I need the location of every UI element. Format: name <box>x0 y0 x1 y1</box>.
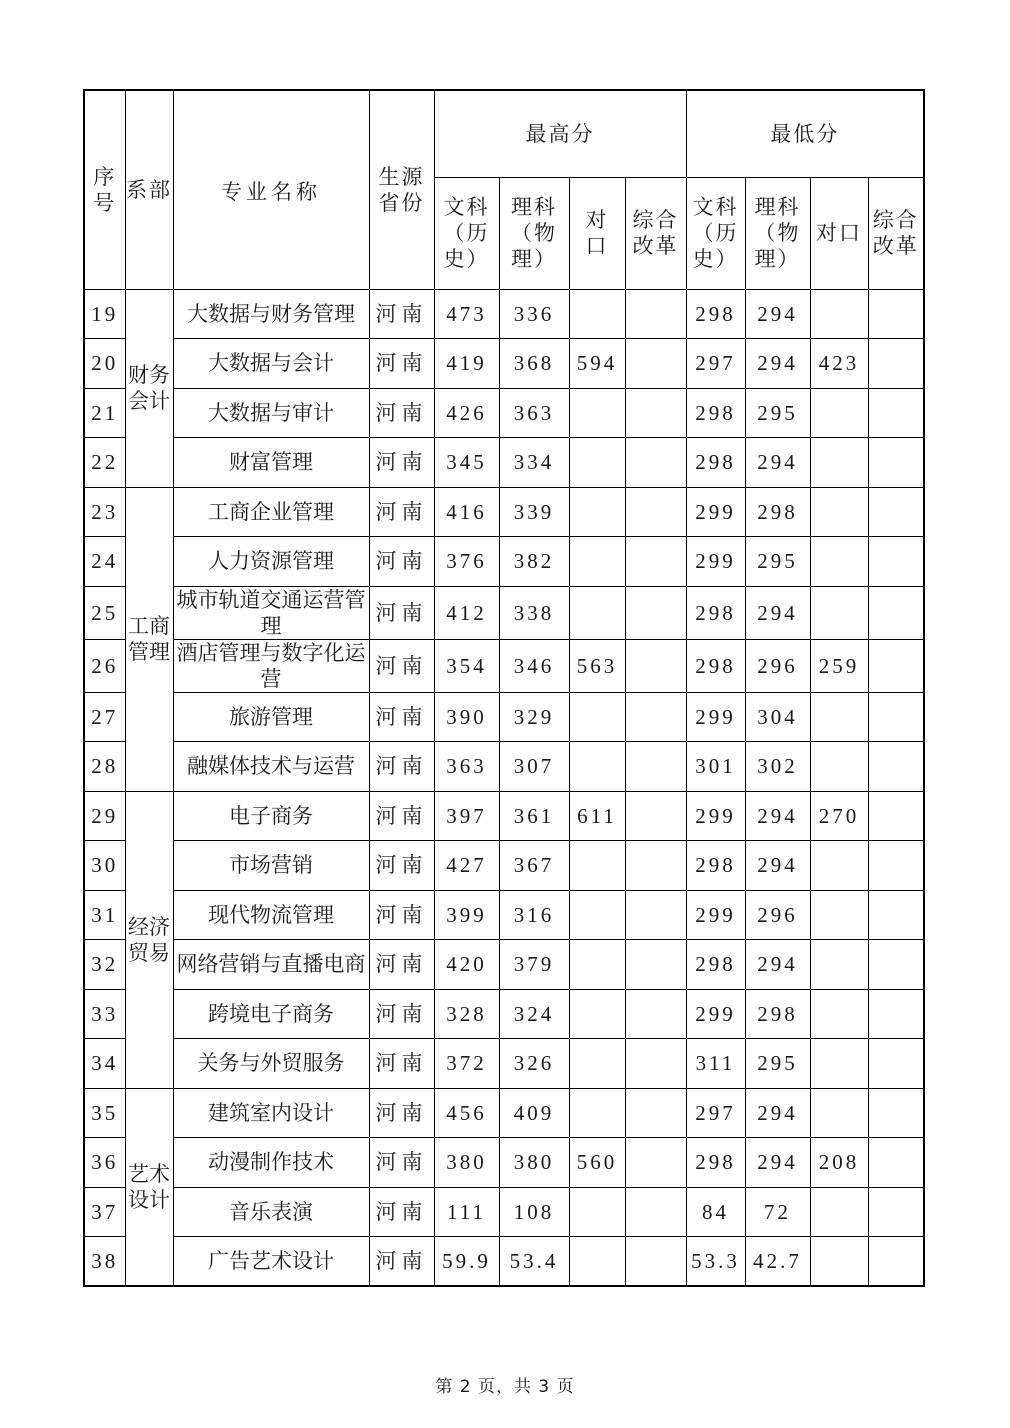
header-min-wenke: 文科（历史） <box>686 177 745 289</box>
major-name: 大数据与财务管理 <box>173 289 369 339</box>
header-max-zonghe: 综合改革 <box>625 177 686 289</box>
major-name: 现代物流管理 <box>173 890 369 940</box>
major-name: 财富管理 <box>173 438 369 488</box>
score-max-zonghe <box>625 1138 686 1188</box>
row-seq: 37 <box>84 1187 125 1237</box>
row-seq: 32 <box>84 940 125 990</box>
score-min-wenke: 299 <box>686 487 745 537</box>
score-max-wenke: 420 <box>434 940 499 990</box>
score-max-wenke: 427 <box>434 841 499 891</box>
score-min-zonghe <box>868 1088 924 1138</box>
score-max-wenke: 399 <box>434 890 499 940</box>
score-max-zonghe <box>625 586 686 639</box>
table-row <box>84 289 924 339</box>
score-min-zonghe <box>868 537 924 587</box>
score-min-like: 296 <box>745 890 810 940</box>
score-max-duikou <box>569 1237 625 1287</box>
score-max-duikou <box>569 841 625 891</box>
table-row <box>84 487 924 537</box>
score-max-wenke: 372 <box>434 1039 499 1089</box>
score-max-zonghe <box>625 438 686 488</box>
score-max-zonghe <box>625 692 686 742</box>
header-major: 专业名称 <box>173 90 369 289</box>
major-name: 音乐表演 <box>173 1187 369 1237</box>
score-min-zonghe <box>868 639 924 692</box>
score-min-zonghe <box>868 1039 924 1089</box>
score-max-like: 409 <box>499 1088 569 1138</box>
score-max-wenke: 380 <box>434 1138 499 1188</box>
row-seq: 29 <box>84 791 125 841</box>
score-min-wenke: 53.3 <box>686 1237 745 1287</box>
score-max-zonghe <box>625 791 686 841</box>
score-max-duikou <box>569 1039 625 1089</box>
score-min-wenke: 298 <box>686 940 745 990</box>
score-min-wenke: 301 <box>686 742 745 792</box>
table-row <box>84 841 924 891</box>
table-row <box>84 388 924 438</box>
score-min-zonghe <box>868 388 924 438</box>
score-min-like: 72 <box>745 1187 810 1237</box>
score-min-like: 304 <box>745 692 810 742</box>
major-name: 酒店管理与数字化运营 <box>173 639 369 692</box>
table-row <box>84 791 924 841</box>
score-max-wenke: 390 <box>434 692 499 742</box>
score-max-like: 338 <box>499 586 569 639</box>
table-row <box>84 742 924 792</box>
score-min-duikou <box>810 989 868 1039</box>
score-max-duikou <box>569 289 625 339</box>
score-max-like: 339 <box>499 487 569 537</box>
score-min-duikou <box>810 1187 868 1237</box>
score-max-like: 329 <box>499 692 569 742</box>
score-max-wenke: 456 <box>434 1088 499 1138</box>
score-min-wenke: 298 <box>686 586 745 639</box>
row-seq: 21 <box>84 388 125 438</box>
score-min-zonghe <box>868 791 924 841</box>
score-min-zonghe <box>868 438 924 488</box>
department-cell: 财务会计 <box>125 289 173 487</box>
score-max-duikou <box>569 537 625 587</box>
score-min-wenke: 299 <box>686 890 745 940</box>
score-min-wenke: 299 <box>686 791 745 841</box>
score-min-like: 302 <box>745 742 810 792</box>
score-max-like: 368 <box>499 339 569 389</box>
department-cell: 经济贸易 <box>125 791 173 1088</box>
department-cell: 工商管理 <box>125 487 173 791</box>
score-max-like: 334 <box>499 438 569 488</box>
score-min-like: 294 <box>745 586 810 639</box>
table-row <box>84 339 924 389</box>
score-min-wenke: 297 <box>686 339 745 389</box>
row-seq: 24 <box>84 537 125 587</box>
score-max-wenke: 328 <box>434 989 499 1039</box>
row-seq: 23 <box>84 487 125 537</box>
header-min-like: 理科（物理） <box>745 177 810 289</box>
table-row <box>84 890 924 940</box>
source-province: 河南 <box>369 791 434 841</box>
table-row <box>84 940 924 990</box>
row-seq: 31 <box>84 890 125 940</box>
score-min-like: 294 <box>745 841 810 891</box>
source-province: 河南 <box>369 940 434 990</box>
score-max-like: 382 <box>499 537 569 587</box>
score-max-like: 367 <box>499 841 569 891</box>
score-min-zonghe <box>868 1187 924 1237</box>
source-province: 河南 <box>369 692 434 742</box>
source-province: 河南 <box>369 841 434 891</box>
page-footer: 第 2 页，共 3 页 <box>435 1377 575 1397</box>
score-min-wenke: 298 <box>686 639 745 692</box>
score-min-wenke: 299 <box>686 537 745 587</box>
row-seq: 36 <box>84 1138 125 1188</box>
score-min-wenke: 298 <box>686 388 745 438</box>
score-min-like: 295 <box>745 1039 810 1089</box>
major-name: 网络营销与直播电商 <box>173 940 369 990</box>
header-max-like: 理科（物理） <box>499 177 569 289</box>
score-min-wenke: 84 <box>686 1187 745 1237</box>
score-min-duikou <box>810 388 868 438</box>
score-max-like: 336 <box>499 289 569 339</box>
score-max-zonghe <box>625 487 686 537</box>
score-max-zonghe <box>625 989 686 1039</box>
score-min-wenke: 298 <box>686 289 745 339</box>
score-min-like: 294 <box>745 1138 810 1188</box>
table-row <box>84 1088 924 1138</box>
major-name: 融媒体技术与运营 <box>173 742 369 792</box>
row-seq: 20 <box>84 339 125 389</box>
source-province: 河南 <box>369 890 434 940</box>
score-min-duikou <box>810 1237 868 1287</box>
score-max-zonghe <box>625 1088 686 1138</box>
row-seq: 22 <box>84 438 125 488</box>
score-max-wenke: 397 <box>434 791 499 841</box>
score-max-wenke: 59.9 <box>434 1237 499 1287</box>
row-seq: 35 <box>84 1088 125 1138</box>
score-max-zonghe <box>625 1187 686 1237</box>
score-max-wenke: 376 <box>434 537 499 587</box>
score-min-duikou <box>810 890 868 940</box>
score-max-wenke: 111 <box>434 1187 499 1237</box>
table-row <box>84 1237 924 1287</box>
score-min-duikou <box>810 742 868 792</box>
score-min-wenke: 311 <box>686 1039 745 1089</box>
table-row <box>84 438 924 488</box>
row-seq: 27 <box>84 692 125 742</box>
score-min-duikou <box>810 1088 868 1138</box>
score-max-like: 380 <box>499 1138 569 1188</box>
score-max-duikou: 611 <box>569 791 625 841</box>
table-row <box>84 586 924 639</box>
header-province: 生源省份 <box>369 90 434 289</box>
source-province: 河南 <box>369 639 434 692</box>
score-min-like: 298 <box>745 487 810 537</box>
header-dept: 系部 <box>125 90 173 289</box>
score-min-like: 42.7 <box>745 1237 810 1287</box>
score-max-zonghe <box>625 841 686 891</box>
score-max-zonghe <box>625 639 686 692</box>
score-max-like: 379 <box>499 940 569 990</box>
score-min-like: 296 <box>745 639 810 692</box>
score-max-like: 361 <box>499 791 569 841</box>
header-max-score: 最高分 <box>434 90 686 177</box>
score-max-duikou <box>569 1088 625 1138</box>
major-name: 工商企业管理 <box>173 487 369 537</box>
header-min-score: 最低分 <box>686 90 924 177</box>
major-name: 大数据与审计 <box>173 388 369 438</box>
score-max-duikou <box>569 388 625 438</box>
score-min-duikou <box>810 841 868 891</box>
score-min-zonghe <box>868 1138 924 1188</box>
score-min-duikou <box>810 537 868 587</box>
major-name: 大数据与会计 <box>173 339 369 389</box>
score-max-duikou: 563 <box>569 639 625 692</box>
score-min-duikou <box>810 438 868 488</box>
score-max-wenke: 412 <box>434 586 499 639</box>
score-min-zonghe <box>868 1237 924 1287</box>
score-max-zonghe <box>625 1237 686 1287</box>
row-seq: 30 <box>84 841 125 891</box>
score-min-like: 294 <box>745 791 810 841</box>
score-min-wenke: 297 <box>686 1088 745 1138</box>
score-min-like: 294 <box>745 289 810 339</box>
score-min-wenke: 299 <box>686 989 745 1039</box>
source-province: 河南 <box>369 339 434 389</box>
score-max-zonghe <box>625 537 686 587</box>
major-name: 建筑室内设计 <box>173 1088 369 1138</box>
score-min-duikou: 423 <box>810 339 868 389</box>
admission-score-table <box>83 89 925 1287</box>
score-min-zonghe <box>868 289 924 339</box>
major-name: 市场营销 <box>173 841 369 891</box>
table-row <box>84 1039 924 1089</box>
score-max-duikou <box>569 742 625 792</box>
table-row <box>84 537 924 587</box>
score-min-duikou <box>810 289 868 339</box>
score-min-zonghe <box>868 841 924 891</box>
score-max-zonghe <box>625 339 686 389</box>
row-seq: 19 <box>84 289 125 339</box>
header-max-duikou: 对口 <box>569 177 625 289</box>
source-province: 河南 <box>369 1237 434 1287</box>
table-row <box>84 1138 924 1188</box>
score-min-wenke: 298 <box>686 438 745 488</box>
score-max-wenke: 363 <box>434 742 499 792</box>
score-max-like: 53.4 <box>499 1237 569 1287</box>
major-name: 关务与外贸服务 <box>173 1039 369 1089</box>
score-max-duikou <box>569 438 625 488</box>
major-name: 动漫制作技术 <box>173 1138 369 1188</box>
score-min-zonghe <box>868 692 924 742</box>
major-name: 广告艺术设计 <box>173 1237 369 1287</box>
header-seq: 序号 <box>84 90 125 289</box>
header-min-duikou: 对口 <box>810 177 868 289</box>
score-max-duikou <box>569 1187 625 1237</box>
score-max-duikou <box>569 890 625 940</box>
score-max-duikou <box>569 586 625 639</box>
score-min-duikou: 259 <box>810 639 868 692</box>
score-max-zonghe <box>625 890 686 940</box>
score-max-duikou <box>569 989 625 1039</box>
major-name: 旅游管理 <box>173 692 369 742</box>
score-max-wenke: 345 <box>434 438 499 488</box>
score-min-wenke: 298 <box>686 1138 745 1188</box>
score-min-duikou: 208 <box>810 1138 868 1188</box>
score-min-like: 295 <box>745 537 810 587</box>
score-max-like: 326 <box>499 1039 569 1089</box>
score-min-like: 298 <box>745 989 810 1039</box>
row-seq: 26 <box>84 639 125 692</box>
row-seq: 28 <box>84 742 125 792</box>
score-max-zonghe <box>625 1039 686 1089</box>
score-min-duikou <box>810 692 868 742</box>
row-seq: 25 <box>84 586 125 639</box>
major-name: 人力资源管理 <box>173 537 369 587</box>
row-seq: 33 <box>84 989 125 1039</box>
source-province: 河南 <box>369 586 434 639</box>
score-min-like: 294 <box>745 438 810 488</box>
header-min-zonghe: 综合改革 <box>868 177 924 289</box>
score-min-duikou <box>810 1039 868 1089</box>
score-max-like: 108 <box>499 1187 569 1237</box>
header-max-wenke: 文科（历史） <box>434 177 499 289</box>
score-min-duikou <box>810 487 868 537</box>
score-max-like: 363 <box>499 388 569 438</box>
table-row <box>84 989 924 1039</box>
source-province: 河南 <box>369 487 434 537</box>
score-max-zonghe <box>625 940 686 990</box>
row-seq: 34 <box>84 1039 125 1089</box>
score-max-like: 346 <box>499 639 569 692</box>
score-min-wenke: 299 <box>686 692 745 742</box>
department-cell: 艺术设计 <box>125 1088 173 1286</box>
source-province: 河南 <box>369 1187 434 1237</box>
score-min-duikou <box>810 586 868 639</box>
score-min-like: 294 <box>745 339 810 389</box>
source-province: 河南 <box>369 989 434 1039</box>
score-min-zonghe <box>868 742 924 792</box>
score-min-like: 294 <box>745 1088 810 1138</box>
score-min-zonghe <box>868 890 924 940</box>
table-row <box>84 692 924 742</box>
row-seq: 38 <box>84 1237 125 1287</box>
source-province: 河南 <box>369 388 434 438</box>
score-max-duikou <box>569 692 625 742</box>
score-max-zonghe <box>625 742 686 792</box>
source-province: 河南 <box>369 289 434 339</box>
score-max-wenke: 354 <box>434 639 499 692</box>
score-min-zonghe <box>868 487 924 537</box>
score-min-like: 294 <box>745 940 810 990</box>
source-province: 河南 <box>369 1039 434 1089</box>
major-name: 跨境电子商务 <box>173 989 369 1039</box>
score-max-duikou: 594 <box>569 339 625 389</box>
score-min-wenke: 298 <box>686 841 745 891</box>
score-min-zonghe <box>868 989 924 1039</box>
source-province: 河南 <box>369 1088 434 1138</box>
table-body <box>84 289 924 1286</box>
score-max-wenke: 419 <box>434 339 499 389</box>
score-max-duikou: 560 <box>569 1138 625 1188</box>
score-min-zonghe <box>868 586 924 639</box>
score-min-zonghe <box>868 339 924 389</box>
score-min-duikou <box>810 940 868 990</box>
source-province: 河南 <box>369 742 434 792</box>
source-province: 河南 <box>369 537 434 587</box>
score-max-like: 307 <box>499 742 569 792</box>
table-row <box>84 1187 924 1237</box>
table-row <box>84 639 924 692</box>
source-province: 河南 <box>369 438 434 488</box>
score-min-like: 295 <box>745 388 810 438</box>
major-name: 城市轨道交通运营管理 <box>173 586 369 639</box>
score-max-zonghe <box>625 289 686 339</box>
score-max-wenke: 473 <box>434 289 499 339</box>
score-max-wenke: 416 <box>434 487 499 537</box>
score-max-like: 316 <box>499 890 569 940</box>
score-max-duikou <box>569 487 625 537</box>
major-name: 电子商务 <box>173 791 369 841</box>
score-min-duikou: 270 <box>810 791 868 841</box>
score-max-zonghe <box>625 388 686 438</box>
score-min-zonghe <box>868 940 924 990</box>
score-max-duikou <box>569 940 625 990</box>
source-province: 河南 <box>369 1138 434 1188</box>
score-max-wenke: 426 <box>434 388 499 438</box>
score-max-like: 324 <box>499 989 569 1039</box>
